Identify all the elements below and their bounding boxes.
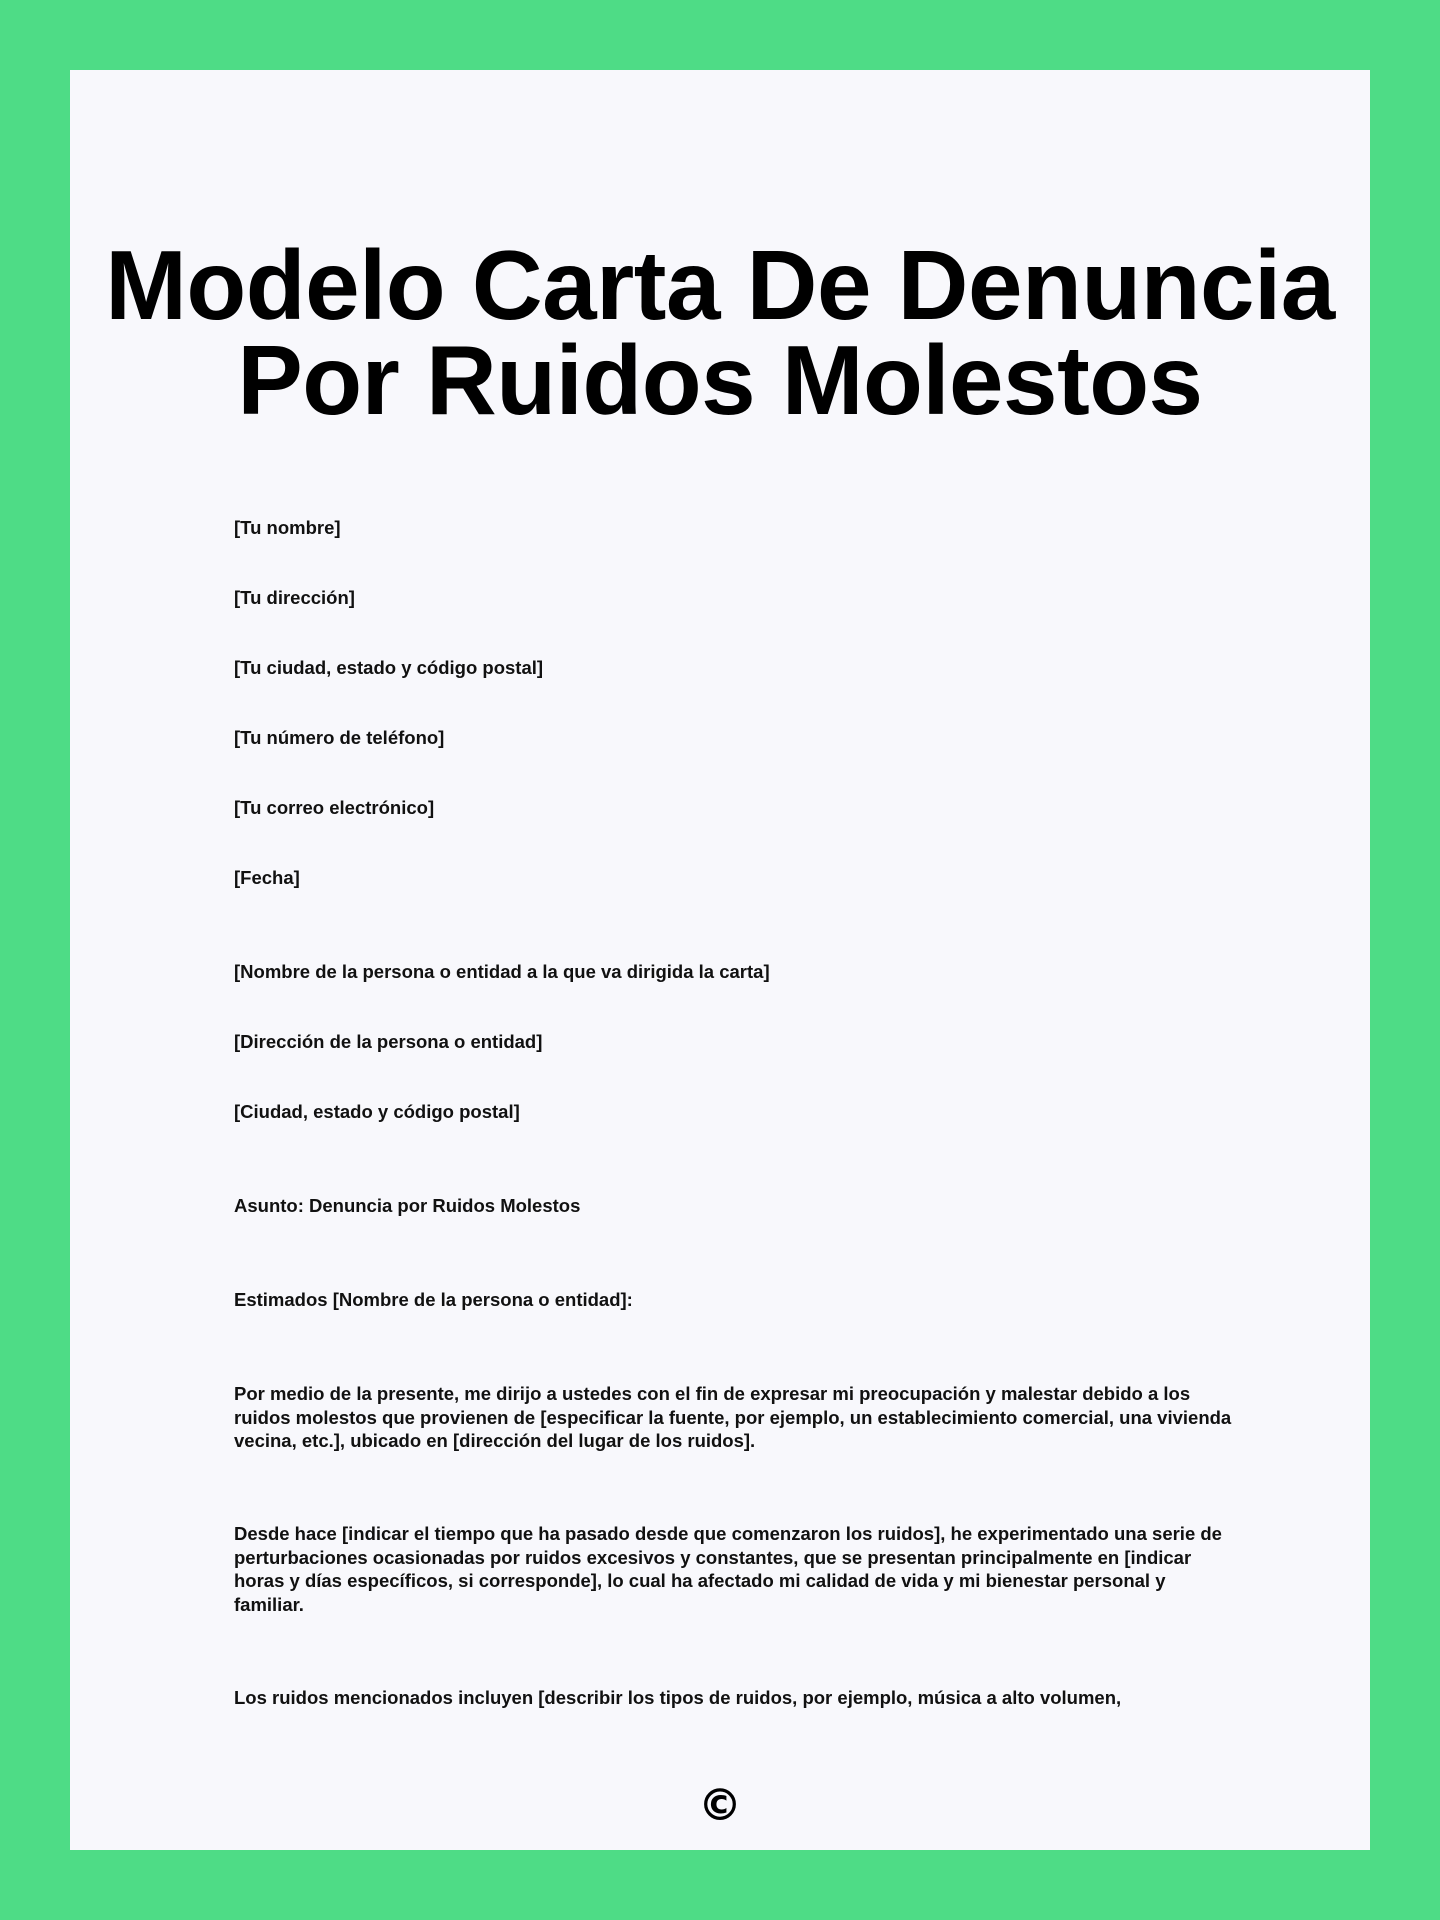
recipient-city: [Ciudad, estado y código postal] [234, 1101, 520, 1122]
sender-address: [Tu dirección] [234, 587, 355, 608]
paragraph-1: Por medio de la presente, me dirijo a ustedes con el fin de expresar mi preocupación y malestar debido a los ruidos molestos que provienen de [especificar la fuente, por ejemplo, un establecimiento comercial, una vivienda vecina, etc.], ubicado en [dirección del lugar de los ruidos]. [234, 1383, 1232, 1451]
title-line-2: Por Ruidos Molestos [237, 325, 1203, 435]
title-line-1: Modelo Carta De Denuncia [105, 230, 1335, 340]
letter-subject: Asunto: Denuncia por Ruidos Molestos [234, 1195, 581, 1216]
copyright-icon: © [698, 1780, 742, 1831]
document-page [70, 70, 1370, 1850]
sender-phone: [Tu número de teléfono] [234, 727, 445, 748]
document-title [70, 230, 1370, 435]
recipient-address: [Dirección de la persona o entidad] [234, 1031, 543, 1052]
letter-date: [Fecha] [234, 867, 300, 888]
recipient-name: [Nombre de la persona o entidad a la que va dirigida la carta] [234, 961, 770, 982]
paragraph-2: Desde hace [indicar el tiempo que ha pasado desde que comenzaron los ruidos], he experimentado una serie de perturbaciones ocasionadas por ruidos excesivos y constantes, que se presentan principalmente en [indicar horas y días específicos, si corresponde], lo cual ha afectado mi calidad de vida y mi bienestar personal y familiar. [234, 1523, 1222, 1615]
paragraph-3: Los ruidos mencionados incluyen [describir los tipos de ruidos, por ejemplo, música a alto volumen, [234, 1687, 1122, 1708]
sender-name: [Tu nombre] [234, 517, 341, 538]
sender-city: [Tu ciudad, estado y código postal] [234, 657, 544, 678]
letter-greeting: Estimados [Nombre de la persona o entidad]: [234, 1289, 633, 1310]
sender-email: [Tu correo electrónico] [234, 797, 435, 818]
